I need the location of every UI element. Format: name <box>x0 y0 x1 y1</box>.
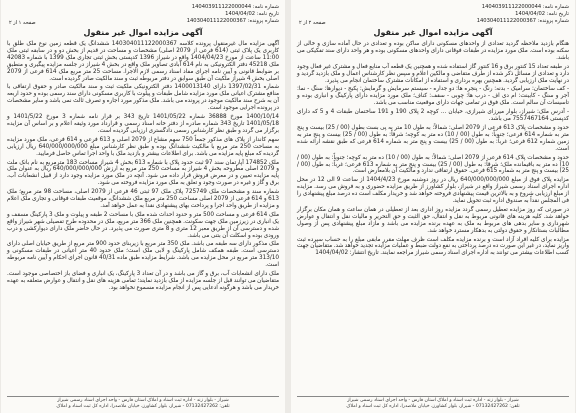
notice-paragraph: - آدرس ملک: شیراز، بلوار میرزای شیرازی، خیابان ... کوچه 2 پلاک 190 و 191 ساختمان طبقات 4 و 5 که دارای کدپستی 7557467164 می باشد. <box>297 109 570 123</box>
notice-page-2 <box>291 0 575 413</box>
notice-paragraph: شماره سند و مشخصات ملک 725749 پلاک ملک 97 ثبتی 46 فرعی از 2079 اصلی، مساحت 98 متر مربع؛ ملک 613 و 614 فرعی از 2079 اصلی مساحت 250 متر مربع ملک ششدانگ، موقعیت طبقات فوقانی و تجاری ملک اعلام و مزایده از طریق واحد اجرا و پرداخت بهای پیشنهادی نقداً به عمل خواهد آمد. <box>7 189 279 209</box>
page-number: صفحه ۲ از ۲ <box>299 20 326 26</box>
file-number: شماره پرونده: 140304011122000367 <box>476 18 569 24</box>
notice-paragraph: آگهی مزایده مال غیرمنقول پرونده کلاسه 140304011122000367 ششدانگ یک قطعه زمین نوع ملک طلق با کاربری یک پلاک ثبتی (614 فرعی از 2079 اصلی) مشخصات و مساحت در قدیم از بخش دو و در سابقه ثبتی ملک 11:00 ساعت از مورخ 1404/04/23 واقع در شیراز 1396 کدپستی بخش ثبتی تجاری ملک 1399 با شماره 42083 ملک 45218 دفتر الکترونیکی به نام 614 آبادی تصاویر ملک واقع در بخش 4 شیراز در جلسه مزایده پیگیری و منطبق بر ضوابط قانونی و آیین نامه اجرای مفاد اسناد رسمی لازم الاجرا. مساحت 25 متر مربع ملک 614 فرعی از 2079 اصلی بخش 4 شیراز ملکیت آن طبق سوابق در دفتر مربوطه ثبت و سند مالکیت صادر گردیده است. <box>7 41 280 82</box>
notice-paragraph: هنگام بازدید ملاحظه گردید تعدادی از واحدهای مسکونی دارای ساکن بوده و تعدادی در حال آماده سازی و خالی از سکنه بوده است. ملک مورد مزایده در طبقات فوقانی دارای واحدهای مسکونی بوده و هر واحد دارای سند تفکیکی می باشد. <box>297 41 569 61</box>
letter-number: شماره نامه: 140403911122000044 <box>481 4 569 10</box>
notice-paragraph: مزایده پلاک فوق از مبلغ 640/000/000/000 ریال در روز دوشنبه مورخ 1404/4/23 از ساعت 9 الی 12 در محل اداره اجرای اسناد رسمی شیراز واقع در شیراز، بلوار کشاورز از طریق مزایده حضوری و به فروش می رسد. مزایده از مبلغ ارزیابی شروع و به بالاترین قیمت پیشنهادی فروخته خواهد شد و خریدار مکلف است ده درصد مبلغ پیشنهادی را فی المجلس نقداً به صندوق اداره ثبت تحویل نماید. <box>297 177 569 205</box>
notice-paragraph: مزایده برای کلیه افراد آزاد است و برنده مزایده مکلف است ظرف مهلت مقرر مابقی مبلغ را به حساب سپرده ثبت واریز نماید، در غیر این صورت ده درصد پرداختی به نفع دولت ضبط و عملیات مزایده تجدید خواهد شد. متقاضیان جهت کسب اطلاعات بیشتر می توانند به اداره اجرای اسناد رسمی شیراز مراجعه نمایند. تاریخ انتشار: 1404/04/02 <box>297 236 569 257</box>
footer-office: شیراز - بلوار زند - اداره ثبت اسناد و املاک استان فارس - واحد اجرای اسناد رسمی شیراز <box>57 398 229 403</box>
notice-page-1 <box>1 0 285 413</box>
notice-paragraph: ملک مذکور دارای سه طبقه می باشد. ملک 350 متر مربع با زیربنای حدود 900 متر مربع از طریق خیابان اصلی دارای دسترسی است. طبقه همکف شامل پارکینگ و لابی ملک است؛ ملک حدود 40 متر اعیانی در طبقات مسکونی و 313/10 متر مربع در محل مزایده می باشد. شرایط مزایده طبق ماده 40/31 قانون اجرای احکام و آیین نامه مربوطه است. <box>7 241 280 269</box>
notice-title: آگهی مزایده اموال غیر منقول <box>373 28 493 37</box>
letter-date: تاریخ نامه: 1404/04/02 <box>225 11 279 17</box>
footer-divider <box>297 396 569 397</box>
notice-paragraph: حدود و مشخصات پلاک 613 فرعی از 2079 اصلی: شمالاً: به طول 10 متر به پی بست بطول (00 / 25) بیست و پنج متر به شماره 614 فرعی؛ جنوباً: به طول (00 / 10) ده متر به کوچه؛ شرقاً: به طول (00 / 25) بیست و پنج متر به زمین شماره 612 فرعی؛ غرباً: به طول (00 / 25) بیست و پنج متر به شماره 614 فرعی که طبق نقشه ارائه شده است. <box>297 124 570 152</box>
notice-paragraph: ملک 174852 آپارتمان سند 97 ثبت حدود پلاک با شماره 613 بخش 4 شیراز مساحت 183 مترمربع به نام بانک ملت و 2079 اصلی مطروحه بخش 4 شیراز به مساحت 250 متر مربع به ارزش 640/000/000/000 ریال به عنوان ملک پایه مزایده تعیین و در معرض فروش قرار داده می شود. آنچه در ملک مورد مزایده وجود دارد از قبیل انشعابات آب، برق و گاز و غیره در صورت وجود و تعلق به ملک مورد مزایده فروخته می شود. <box>7 159 279 187</box>
notice-body <box>297 41 569 257</box>
file-number: شماره پرونده: 140304011122000367 <box>186 18 279 24</box>
page-number: صفحه ۱ از ۲ <box>9 20 36 26</box>
notice-paragraph: 1400/10/14 مورخ 36888 شماره 1401/05/22 تاریخ 343 بر قرار نامه شماره 3 مورخ 1401/5/22 و 1401/05/18 تاریخ 343 شماره صادره از دفتر خانه اسناد رسمی و قرارداد مورد وثیقه اعلام و بر اساس آن مزایده برگزار می گردد و طبق نظر کارشناس رسمی دادگستری ارزیابی گردیده است. <box>7 114 279 134</box>
letter-meta <box>7 4 279 25</box>
notice-paragraph: ملک دارای انشعابات آب، برق و گاز می باشد و در آن تعداد 3 پارکینگ، یک انباری و فضای باز اختصاصی موجود است. متقاضیان می توانند قبل از جلسه مزایده از ملک بازدید نمایند؛ تمامی هزینه های نقل و انتقال و عوارض متعلقه به عهده خریدار می باشد و هرگونه ادعایی پس از انجام مزایده مسموع نخواهد بود. <box>7 271 279 291</box>
notice-paragraph: شماره 1397/02/31 دارای 1400013140 دفتر الکترونیکی ملکیت ثبت و سند مالکیت صادر و حقوق ارتفاقی با منافع مشترک اعیانی ملک مورد مزایده شامل طبقات و پیلوت با کاربری مسکونی دارای سند رسمی بوده و حدود اربعه آن به شرح سند مالکیت موجود در پرونده می باشد. ملک مذکور مورد اجاره و تصرف ثالث نمی باشد و سایر مشخصات در پرونده اجرایی موجود است. <box>7 84 279 112</box>
notice-paragraph: ملک 614 فرعی و مساحت 500 متر و حدود احداث شده ملک با مساحت 2 طبقه و پیلوت و ملک 3 پارکینگ مسقف و یک انباری در زیرزمین ملک جهت سکونت. همچنین ملک 366 متر مربع، ملک در محدوده طرح تفصیلی شهر شیراز واقع شده و دسترسی آن از طریق معبر 12 متری و 8 متری صورت می پذیرد. در حال حاضر ملک دارای دیوارکشی و درب ورودی بوده و اسکلت آن بتنی می باشد. <box>7 211 279 239</box>
notice-paragraph: - کف ساختمان: سرامیک - بدنه: رنگ - پنجره ها: دو جداره - سیستم سرمایش و گرمایش: پکیج - دیوارها: سنگ - نما: آجر و سنگ - کابینت: ام دی اف - درب ها: چوبی - سقف: کناف؛ ملک مورد مزایده دارای پارکینگ و انباری بوده و تاسیسات آن سالم است. ملک فوق در تمامی جهات دارای موقعیت مناسب می باشد. <box>297 86 569 107</box>
letter-meta <box>297 4 569 25</box>
notice-body <box>7 41 279 292</box>
page-footer <box>7 395 279 410</box>
footer-office: شیراز - بلوار زند - اداره ثبت اسناد و املاک استان فارس - واحد اجرای اسناد رسمی شیراز <box>347 398 519 403</box>
footer-divider <box>7 396 279 397</box>
footer-contact: تلفن: 07132427262 - شیراز، بلوار کشاورز، خیابان ملاصدرا، اداره کل ثبت اسناد و املاک <box>56 404 230 409</box>
notice-paragraph: حدود و مشخصات پلاک 614 فرعی از 2079 اصلی: شمالاً: به طول (00 / 10) ده متر به کوچه؛ جنوباً: به طول (00 / 10) ده متر به باقیمانده ملک؛ شرقاً: به طول (00 / 25) بیست و پنج متر به شماره 613 فرعی؛ غرباً: به طول (00 / 25) بیست و پنج متر به شماره 615 فرعی. حقوق ارتفاقی ندارد و مالکیت آن بلامعارض است. <box>297 154 570 175</box>
footer-contact: تلفن: 07132427262 - شیراز، بلوار کشاورز، خیابان ملاصدرا، اداره کل ثبت اسناد و املاک <box>346 404 520 409</box>
letter-date: تاریخ نامه: 1404/04/02 <box>515 11 569 17</box>
notice-title: آگهی مزایده اموال غیر منقول <box>83 28 203 37</box>
notice-paragraph: سهم کاندار از پلاک های مذکور جمعاً 750 سهم مشاع از 2079 اصلی و 613 فرعی و 614 فرعی، ملک مورد مزایده به مساحت 250 متر مربع با مالکیت ششدانگ بوده و طبق نظر کارشناس مبلغ 640/000/000/000 ریال ارزیابی گردیده که مبلغ پایه مزایده می باشد. برای اطلاعات بیشتر و بازدید ملک با واحد اجرا تماس حاصل فرمایید. <box>7 136 279 157</box>
notice-paragraph: در طبقه تعداد 15 کنتور برق و 16 کنتور گاز استفاده شده و همچنین یک قطعه آب منابع فعال و مشترک غیر فعال وجود دارد و تعدادی از مسائل ذکر شده از طرف متقاضی و مالکین اعلام و سپس نظر کارشناس اعمال و ملک بازدید گردید و در نهایت ملک ارزیابی گردید. همچنین بهره برداری و استفاده از امکانات مشترک ساختمان انجام می پذیرد. <box>297 63 569 84</box>
page-footer <box>297 395 569 410</box>
notice-paragraph: در صورتی که روز مزایده تعطیل رسمی گردد مزایده روز اداری بعد از تعطیلی در همان ساعت و همان مکان برگزار خواهد شد. کلیه هزینه های قانونی مربوط به نقل و انتقال، حق الثبت و حق التحریر و مالیات نقل و انتقال و عوارض شهرداری و سایر بدهی های مربوط به ملک به عهده برنده مزایده می باشد و مازاد مبلغ پیشنهادی پس از وصول مطالبات بستانکار و حقوق دولتی به بدهکار مسترد خواهد شد. <box>297 206 569 234</box>
letter-number: شماره نامه: 140403911122000044 <box>191 4 279 10</box>
